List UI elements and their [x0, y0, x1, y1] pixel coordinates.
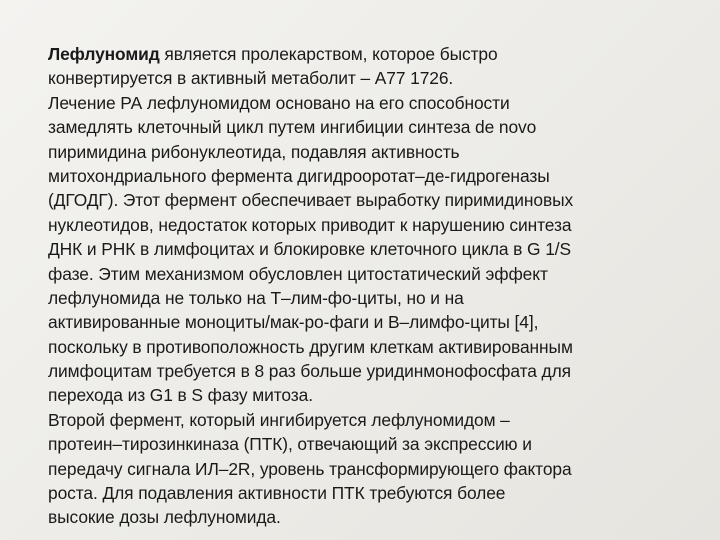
- text-line: лефлуномида не только на Т–лим-фо-циты, но и на: [48, 287, 464, 308]
- text-line: высокие дозы лефлуномида.: [48, 507, 281, 528]
- text-line: протеин–тирозинкиназа (ПТК), отвечающий за экспрессию и: [48, 434, 532, 455]
- text-line: Лечение РА лефлуномидом основано на его способности: [48, 92, 510, 113]
- text-line: Второй фермент, который ингибируется лефлуномидом –: [48, 409, 510, 430]
- text-fragment: является пролекарством, которое быстро: [159, 44, 498, 64]
- drug-name-bold: Лефлуномид: [48, 44, 160, 64]
- text-line: [48, 42, 698, 66]
- text-line: лимфоцитам требуется в 8 раз больше уридинмонофосфата для: [48, 361, 571, 382]
- text-line: перехода из G1 в S фазу митоза.: [48, 385, 313, 406]
- text-line: роста. Для подавления активности ПТК требуются более: [48, 483, 506, 504]
- body-text: [48, 42, 698, 530]
- text-line: конвертируется в активный метаболит – А77 1726.: [48, 68, 454, 89]
- text-line: поскольку в противоположность другим клеткам активированным: [48, 336, 573, 357]
- text-line: активированные моноциты/мак-ро-фаги и В–лимфо-циты [4],: [48, 312, 539, 333]
- text-line: пиримидина рибонуклеотида, подавляя активность: [48, 141, 460, 162]
- text-line: ДНК и РНК в лимфоцитах и блокировке клеточного цикла в G 1/S: [48, 239, 571, 260]
- text-line: передачу сигнала ИЛ–2R, уровень трансформирующего фактора: [48, 458, 572, 479]
- text-line: (ДГОДГ). Этот фермент обеспечивает выработку пиримидиновых: [48, 190, 574, 211]
- text-line: нуклеотидов, недостаток которых приводит к нарушению синтеза: [48, 214, 572, 235]
- text-line: замедлять клеточный цикл путем ингибиции синтеза de novo: [48, 117, 537, 138]
- text-line: митохондриального фермента дигидрооротат–де-гидрогеназы: [48, 165, 550, 186]
- text-line: фазе. Этим механизмом обусловлен цитостатический эффект: [48, 263, 548, 284]
